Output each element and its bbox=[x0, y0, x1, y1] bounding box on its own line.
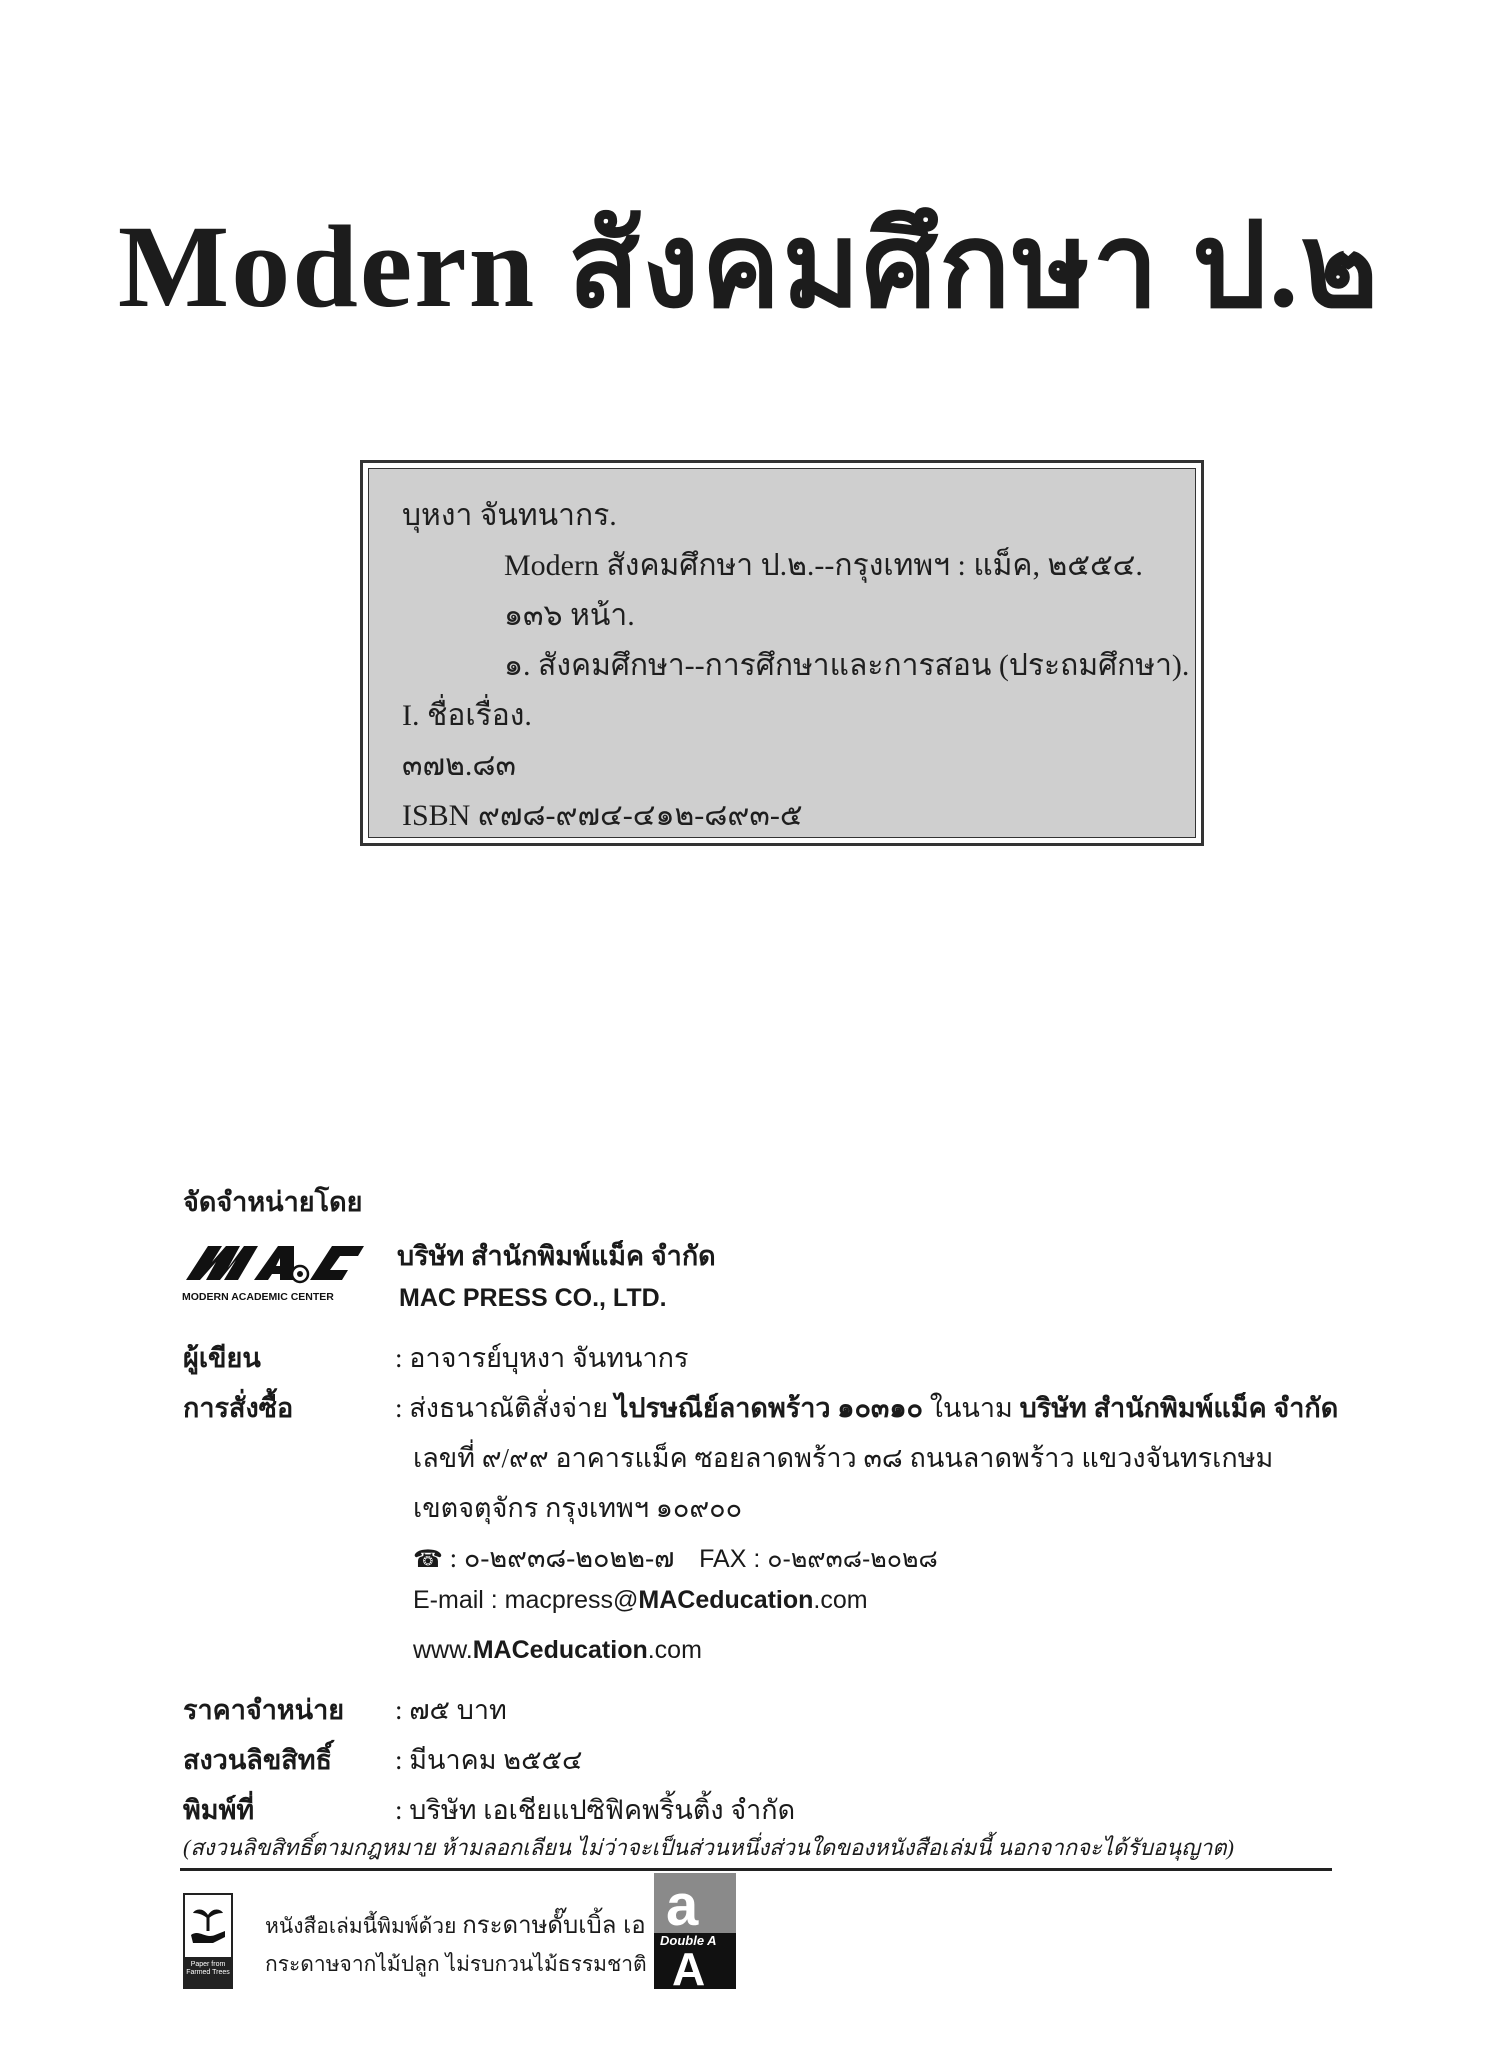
telephone-icon: ☎ bbox=[413, 1545, 443, 1573]
email-domain: MACeducation bbox=[638, 1586, 814, 1614]
paper-line-1-prefix: หนังสือเล่มนี้พิมพ์ด้วย bbox=[265, 1915, 457, 1938]
double-a-logo-icon bbox=[654, 1873, 736, 1989]
copyright-label: สงวนลิขสิทธิ์ bbox=[183, 1745, 333, 1775]
author-label: ผู้เขียน bbox=[183, 1343, 261, 1373]
fax-number: FAX : ๐-๒๙๓๘-๒๐๒๘ bbox=[699, 1545, 938, 1573]
cip-pages: ๑๓๖ หน้า. bbox=[504, 599, 635, 632]
order-in-name: ในนาม bbox=[929, 1393, 1013, 1423]
price-label: ราคาจำหน่าย bbox=[183, 1695, 345, 1725]
badge-caption: Paper from Farmed Trees bbox=[185, 1957, 231, 1987]
email-suffix: .com bbox=[813, 1586, 868, 1614]
price-value: : ๗๕ บาท bbox=[395, 1695, 507, 1725]
distributor-heading: จัดจำหน่ายโดย bbox=[183, 1187, 363, 1217]
cip-data-box bbox=[360, 460, 1204, 846]
company-name-th: บริษัท สำนักพิมพ์แม็ค จำกัด bbox=[397, 1241, 716, 1271]
mac-logo-icon bbox=[182, 1236, 370, 1308]
doublea-logo-text: Double A bbox=[660, 1933, 717, 1948]
order-company: บริษัท สำนักพิมพ์แม็ค จำกัด bbox=[1019, 1393, 1339, 1423]
cip-classification: ๓๗๒.๘๓ bbox=[402, 749, 516, 782]
author-value: : อาจารย์บุหงา จันทนากร bbox=[395, 1343, 689, 1373]
cip-inner-panel bbox=[368, 468, 1196, 838]
web-domain: MACeducation bbox=[472, 1636, 648, 1664]
farmed-trees-badge bbox=[183, 1893, 233, 1989]
book-title: Modern สังคมศึกษา ป.๒ bbox=[117, 201, 1381, 332]
paper-brand: กระดาษดั๊บเบิ้ล เอ bbox=[462, 1912, 646, 1939]
website-row bbox=[413, 1636, 702, 1665]
paper-line-2: กระดาษจากไม้ปลูก ไม่รบกวนไม้ธรรมชาติ bbox=[265, 1953, 647, 1976]
address-line-2: เขตจตุจักร กรุงเทพฯ ๑๐๙๐๐ bbox=[413, 1493, 743, 1523]
email-prefix: E-mail : macpress@ bbox=[413, 1586, 639, 1614]
company-name-en: MAC PRESS CO., LTD. bbox=[399, 1284, 667, 1312]
printer-label: พิมพ์ที่ bbox=[183, 1795, 255, 1825]
svg-text:a: a bbox=[666, 1873, 699, 1938]
paper-line-1 bbox=[265, 1905, 646, 1944]
email-row bbox=[413, 1586, 868, 1615]
tree-hand-icon bbox=[185, 1897, 231, 1959]
order-post-office: ไปรษณีย์ลาดพร้าว ๑๐๓๑๐ bbox=[614, 1393, 924, 1423]
cip-title-line: Modern สังคมศึกษา ป.๒.--กรุงเทพฯ : แม็ค, ๒๕๕๔. bbox=[504, 549, 1143, 582]
cip-subject: ๑. สังคมศึกษา--การศึกษาและการสอน (ประถมศึกษา). bbox=[504, 649, 1190, 682]
cip-title-entry: I. ชื่อเรื่อง. bbox=[402, 699, 532, 732]
phone-row bbox=[413, 1536, 938, 1579]
web-prefix: www. bbox=[413, 1636, 473, 1664]
copyright-notice: (สงวนลิขสิทธิ์ตามกฎหมาย ห้ามลอกเลียน ไม่ว่าจะเป็นส่วนหนึ่งส่วนใดของหนังสือเล่มนี้ นอกจากจะได้รับอนุญาต) bbox=[183, 1835, 1234, 1860]
address-line-1: เลขที่ ๙/๙๙ อาคารแม็ค ซอยลาดพร้าว ๓๘ ถนนลาดพร้าว แขวงจันทรเกษม bbox=[413, 1443, 1274, 1473]
copyright-value: : มีนาคม ๒๕๕๔ bbox=[395, 1745, 583, 1775]
printer-value: : บริษัท เอเชียแปซิฟิคพริ้นติ้ง จำกัด bbox=[395, 1795, 796, 1825]
cip-author: บุหงา จันทนากร. bbox=[402, 499, 617, 532]
order-label: การสั่งซื้อ bbox=[183, 1393, 294, 1423]
web-suffix: .com bbox=[647, 1636, 702, 1664]
order-value bbox=[395, 1386, 1338, 1429]
order-prefix: : ส่งธนาณัติสั่งจ่าย bbox=[395, 1393, 609, 1423]
cip-isbn: ISBN ๙๗๘-๙๗๔-๔๑๒-๘๙๓-๕ bbox=[402, 799, 803, 832]
phone-number: : ๐-๒๙๓๘-๒๐๒๒-๗ bbox=[449, 1543, 675, 1573]
svg-text:A: A bbox=[672, 1943, 706, 1989]
logo-caption: MODERN ACADEMIC CENTER bbox=[182, 1291, 334, 1303]
footer-divider bbox=[180, 1868, 1332, 1871]
